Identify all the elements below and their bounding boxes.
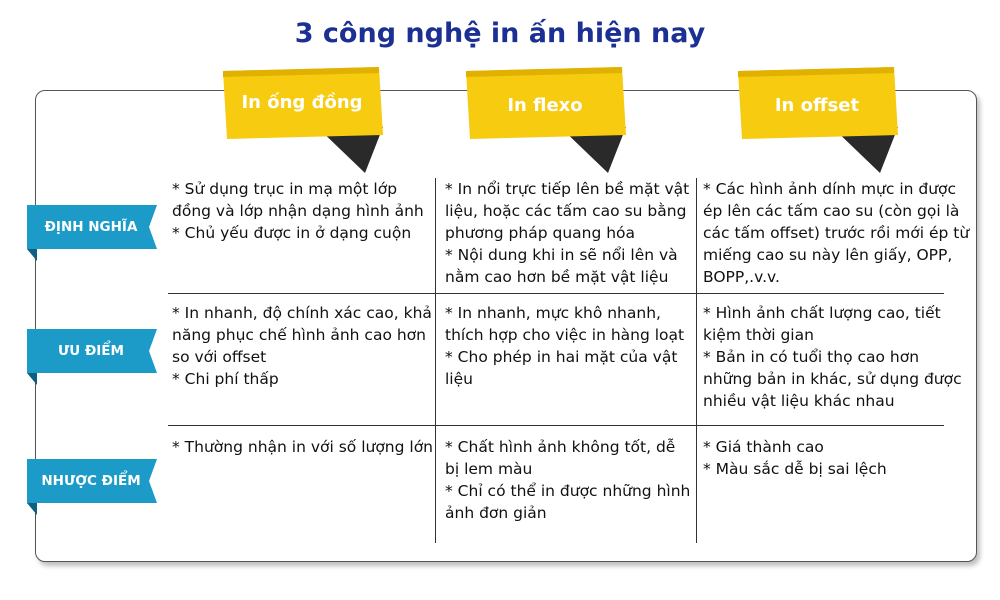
- cell-text: * Thường nhận in với số lượng lớn: [172, 438, 434, 456]
- cell-text: * Nội dung khi in sẽ nổi lên và nằm cao hơn bề mặt vật liệu: [445, 246, 678, 286]
- cell-text: * Các hình ảnh dính mực in được ép lên các tấm cao su (còn gọi là các tấm offset) trước rồi mới ép từ miếng cao su này lên giấy, OPP, BOPP,.v.v.: [703, 180, 970, 286]
- cell-text: * Bản in có tuổi thọ cao hơn những bản in khác, sử dụng được nhiều vật liệu khác nhau: [703, 348, 962, 410]
- row-tag-label: NHƯỢC ĐIỂM: [41, 473, 141, 489]
- column-header-in-flexo: [458, 65, 648, 175]
- cell-text: * Chất hình ảnh không tốt, dễ bị lem màu: [445, 438, 676, 478]
- cell-text: * In nhanh, độ chính xác cao, khả năng phục chế hình ảnh cao hơn so với offset: [172, 304, 432, 366]
- cell-text: * Màu sắc dễ bị sai lệch: [703, 460, 887, 478]
- row-tag-uu-diem: [27, 329, 167, 393]
- cell-text: * Chi phí thấp: [172, 370, 279, 388]
- cell-dinh-nghia-in-ong-dong: [172, 178, 434, 244]
- column-divider: [696, 178, 697, 543]
- cell-dinh-nghia-in-offset: [703, 178, 971, 288]
- cell-text: * Cho phép in hai mặt của vật liệu: [445, 348, 678, 388]
- row-divider: [168, 293, 944, 294]
- yellow-note-icon: [215, 65, 405, 175]
- cell-uu-diem-in-ong-dong: [172, 302, 434, 390]
- column-header-label: In flexo: [507, 95, 583, 116]
- row-tag-nhuoc-diem: [27, 459, 167, 523]
- column-header-in-ong-dong: [215, 65, 405, 175]
- column-header-in-offset: [730, 65, 920, 175]
- cell-text: * In nhanh, mực khô nhanh, thích hợp cho việc in hàng loạt: [445, 304, 685, 344]
- cell-dinh-nghia-in-flexo: [445, 178, 693, 288]
- cell-nhuoc-diem-in-flexo: [445, 436, 693, 524]
- column-header-label: In offset: [774, 95, 860, 116]
- yellow-note-icon: [730, 65, 920, 175]
- ribbon-icon: [27, 329, 167, 393]
- row-tag-label: ĐỊNH NGHĨA: [44, 219, 138, 235]
- row-tag-label: ƯU ĐIỂM: [58, 343, 124, 359]
- column-divider: [435, 178, 436, 543]
- cell-text: * Giá thành cao: [703, 438, 824, 456]
- cell-text: * Chủ yếu được in ở dạng cuộn: [172, 224, 412, 242]
- ribbon-icon: [27, 205, 167, 269]
- cell-text: * Hình ảnh chất lượng cao, tiết kiệm thời gian: [703, 304, 941, 344]
- cell-nhuoc-diem-in-ong-dong: [172, 436, 434, 458]
- page-title: 3 công nghệ in ấn hiện nay: [294, 18, 706, 49]
- cell-text: * Chỉ có thể in được những hình ảnh đơn giản: [445, 482, 691, 522]
- cell-uu-diem-in-offset: [703, 302, 971, 412]
- cell-nhuoc-diem-in-offset: [703, 436, 971, 480]
- yellow-note-icon: [458, 65, 648, 175]
- cell-text: * Sử dụng trục in mạ một lớp đồng và lớp nhận dạng hình ảnh: [172, 180, 424, 220]
- cell-uu-diem-in-flexo: [445, 302, 693, 390]
- cell-text: * In nổi trực tiếp lên bề mặt vật liệu, hoặc các tấm cao su bằng phương pháp quang hóa: [445, 180, 690, 242]
- column-header-label: In ống đồng: [241, 92, 363, 113]
- row-tag-dinh-nghia: [27, 205, 167, 269]
- ribbon-icon: [27, 459, 167, 523]
- row-divider: [168, 425, 944, 426]
